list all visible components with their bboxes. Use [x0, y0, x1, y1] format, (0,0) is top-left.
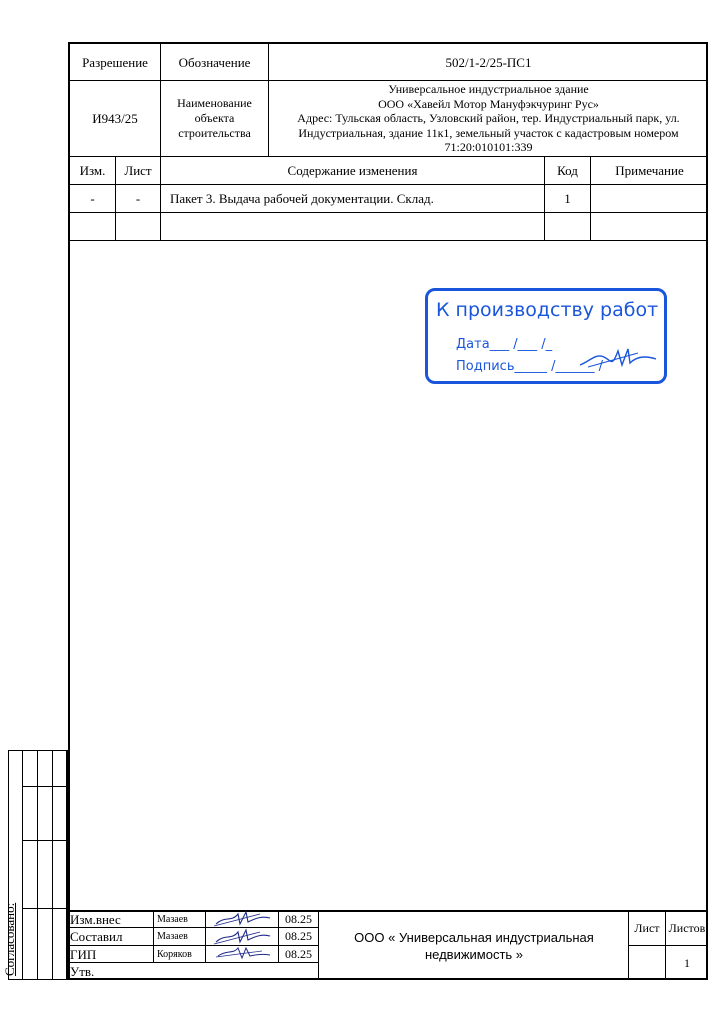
stamp-signature-line: Подпись_____ /______ /	[456, 359, 603, 374]
object-line: Индустриальная, здание 11к1, земельный участок с кадастровым номером	[298, 125, 679, 140]
object-label: Наименование объекта строительства	[177, 96, 252, 140]
agreement-vline	[22, 750, 23, 980]
agreement-hline	[22, 840, 68, 841]
row-list: -	[135, 191, 141, 206]
object-description	[270, 82, 707, 156]
stamp-title: К производству работ	[436, 299, 659, 321]
col-code: Код	[557, 163, 578, 178]
tb-role: ГИП	[70, 946, 97, 962]
sheets-label: Листов	[668, 920, 706, 935]
signatures	[210, 910, 276, 962]
tb-date: 08.25	[285, 946, 312, 961]
agreement-vline	[37, 750, 38, 980]
tb-name: Мазаев	[157, 931, 188, 942]
sheet-label: Лист	[634, 920, 660, 935]
designation-value: 502/1-2/25-ПС1	[445, 54, 532, 70]
agreement-vline	[52, 750, 53, 980]
tb-role: Утв.	[70, 963, 95, 979]
title-block-vline	[318, 910, 319, 980]
object-line: 71:20:010101:339	[444, 140, 533, 154]
row-note	[591, 185, 708, 212]
sheets-value: 1	[684, 955, 690, 970]
stamp-signature-scribble	[578, 343, 658, 373]
object-line: ООО «Хавейл Мотор Мануфэкчуринг Рус»	[378, 96, 599, 111]
tb-date: 08.25	[285, 911, 312, 926]
permit-label: Разрешение	[82, 54, 148, 70]
tb-role: Составил	[70, 929, 123, 944]
row-izm: -	[90, 191, 95, 206]
agreement-hline	[22, 908, 68, 909]
stamp-date-line: Дата___ /___ /_	[456, 337, 553, 352]
col-note: Примечание	[615, 163, 684, 178]
permit-value: И943/25	[92, 111, 138, 126]
agreed-label: Согласовано:	[2, 902, 17, 976]
header-line	[68, 212, 708, 213]
tb-name: Мазаев	[157, 913, 188, 925]
tb-date: 08.25	[285, 929, 312, 943]
production-stamp	[425, 288, 667, 384]
tb-role: Изм.внес	[70, 911, 121, 927]
object-line: Адрес: Тульская область, Узловский район, тер. Индустриальный парк, ул.	[297, 111, 680, 125]
object-line: Универсальное индустриальное здание	[388, 82, 589, 96]
tb-name: Коряков	[157, 948, 192, 960]
col-izm: Изм.	[79, 163, 106, 178]
company-name: ООО « Универсальная индустриальная недвижимость »	[354, 929, 594, 962]
row-code: 1	[564, 191, 571, 206]
col-list: Лист	[124, 163, 152, 178]
designation-label: Обозначение	[178, 54, 251, 70]
header-line	[68, 240, 708, 241]
agreement-hline	[22, 786, 68, 787]
row-content: Пакет 3. Выдача рабочей документации. Склад.	[170, 191, 434, 206]
col-content: Содержание изменения	[287, 163, 418, 178]
